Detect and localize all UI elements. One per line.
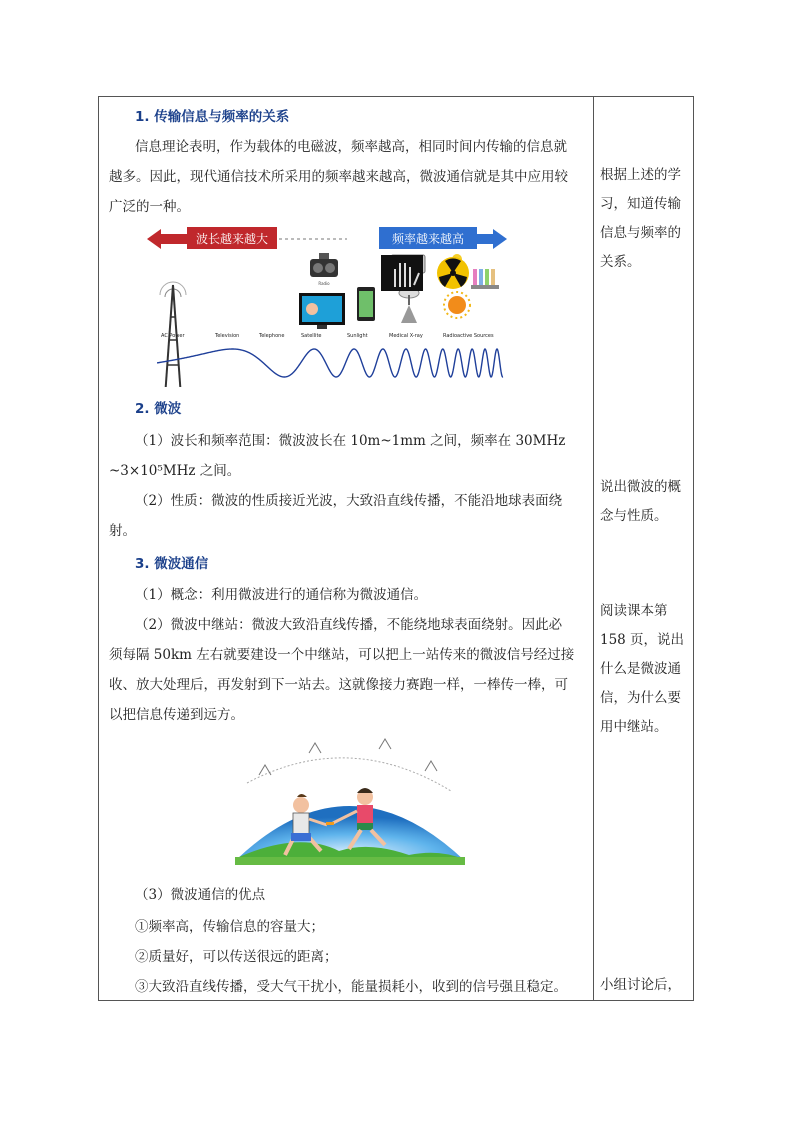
section1-para-line1: 信息理论表明，作为载体的电磁波，频率越高，相同时间内传输的信息就 xyxy=(135,139,567,155)
section3-p2-line1: （2）微波中继站：微波大致沿直线传播，不能绕地球表面绕射。因此必 xyxy=(135,617,563,633)
section1-para-line3: 广泛的一种。 xyxy=(109,199,190,215)
ground xyxy=(235,857,465,865)
section2-p1-line2: ~3×10⁵MHz 之间。 xyxy=(109,463,241,479)
advantage-3: ③大致沿直线传播，受大气干扰小，能量损耗小，收到的信号强且稳定。 xyxy=(135,979,567,995)
section1-heading: 1. 传输信息与频率的关系 xyxy=(135,109,290,125)
xray-hand-icon xyxy=(381,255,423,291)
advantage-1: ①频率高，传输信息的容量大； xyxy=(135,919,324,935)
section2-heading: 2. 微波 xyxy=(135,401,182,417)
lesson-table xyxy=(98,96,694,1001)
notes-column xyxy=(594,97,695,1000)
em-wave xyxy=(157,345,507,381)
right-banner-text: 频率越来越高 xyxy=(391,232,465,246)
wave-line xyxy=(157,349,503,377)
section3-p2-line2: 须每隔 50km 左右就要建设一个中继站，可以把上一站传来的微波信号经过接 xyxy=(109,647,575,663)
relay-station-icons xyxy=(259,739,437,775)
relay-path xyxy=(247,758,451,791)
section3-p3: （3）微波通信的优点 xyxy=(135,887,266,903)
section2-p1-line1: （1）波长和频率范围：微波波长在 10m~1mm 之间，频率在 30MHz xyxy=(135,433,566,449)
section3-heading: 3. 微波通信 xyxy=(135,556,209,572)
label-medical-xray: Medical X-ray xyxy=(389,333,423,339)
test-tubes-icon xyxy=(471,269,499,289)
label-satellite: Satellite xyxy=(301,333,322,339)
side-note-3: 阅读课本第 158 页，说出什么是微波通信，为什么要用中继站。 xyxy=(600,603,685,735)
section3-p2-line4: 以把信息传递到远方。 xyxy=(109,707,244,723)
label-television: Television xyxy=(215,333,240,339)
content-column xyxy=(99,97,593,1000)
section1-para-line2: 越多。因此，现代通信技术所采用的频率越来越高，微波通信就是其中应用较 xyxy=(109,169,568,185)
label-ac-power: AC Power xyxy=(161,333,185,339)
section2-p2-line2: 射。 xyxy=(109,523,136,539)
label-radioactive: Radioactive Sources xyxy=(443,333,494,339)
radioactive-icon xyxy=(437,257,469,289)
side-note-2: 说出微波的概念与性质。 xyxy=(600,479,681,524)
radio-label: Radio xyxy=(318,281,330,286)
label-sunlight: Sunlight xyxy=(347,333,368,339)
section3-p2-line3: 收、放大处理后，再发射到下一站去。这就像接力赛跑一样，一棒传一棒，可 xyxy=(109,677,568,693)
side-note-4: 小组讨论后， xyxy=(600,977,681,993)
relay-race-figure xyxy=(229,731,469,871)
side-note-1: 根据上述的学习，知道传输信息与频率的关系。 xyxy=(600,167,681,270)
left-banner-text: 波长越来越大 xyxy=(195,232,269,246)
spectrum-labels xyxy=(147,333,509,343)
advantage-2: ②质量好，可以传送很远的距离； xyxy=(135,949,338,965)
baton-icon xyxy=(326,822,334,825)
section3-p1: （1）概念：利用微波进行的通信称为微波通信。 xyxy=(135,587,428,603)
label-telephone: Telephone xyxy=(259,333,285,339)
section2-p2-line1: （2）性质：微波的性质接近光波，大致沿直线传播，不能沿地球表面绕 xyxy=(135,493,563,509)
xray-radioactive-icons xyxy=(381,255,593,315)
